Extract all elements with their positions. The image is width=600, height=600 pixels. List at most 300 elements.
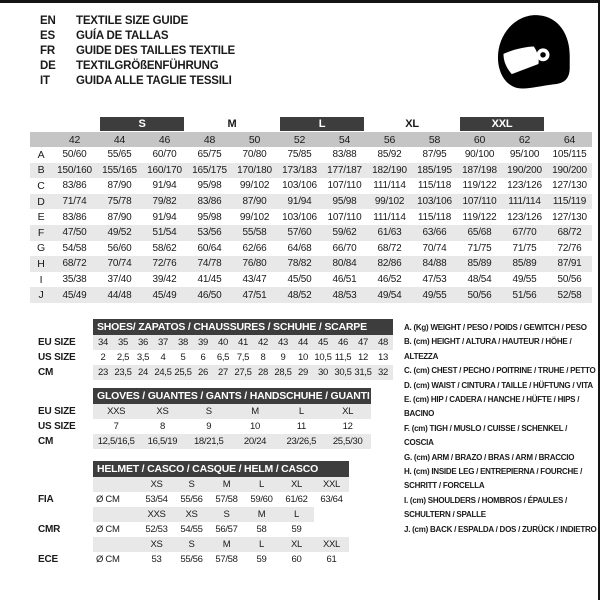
language-title: TEXTILGRÖßENFÜHRUNG xyxy=(76,59,219,72)
size-value: 38 xyxy=(173,335,193,350)
gloves-label-gutter xyxy=(38,388,93,404)
size-value: 170/180 xyxy=(232,163,277,179)
language-title: TEXTILE SIZE GUIDE xyxy=(76,14,189,27)
size-value: 10 xyxy=(250,420,261,432)
size-value: XL xyxy=(324,404,370,419)
size-value: 72/76 xyxy=(557,242,582,254)
helmet-size-label: XS xyxy=(139,537,174,552)
size-value: 48/54 xyxy=(467,274,492,286)
table-row-us-size xyxy=(38,350,393,365)
row-label: G xyxy=(37,242,45,255)
size-value: 51/56 xyxy=(502,287,547,303)
size-value: 9 xyxy=(280,351,286,363)
size-value: 47/51 xyxy=(232,287,277,303)
size-value: 61 xyxy=(326,553,337,565)
size-group-L xyxy=(277,115,367,132)
unit-label: Ø CM xyxy=(96,493,120,505)
size-value: 71/74 xyxy=(52,194,97,210)
language-row-IT xyxy=(40,73,235,88)
size-value: 12 xyxy=(342,420,353,432)
guide-header xyxy=(0,3,598,115)
size-value: 30,5 xyxy=(334,366,352,378)
size-value: 83/86 xyxy=(62,211,87,223)
shoes-title-bar: SHOES/ ZAPATOS / CHAUSSURES / SCHUHE / SCARPE xyxy=(93,319,393,335)
size-value: 99/102 xyxy=(239,180,270,192)
size-value: 52/53 xyxy=(145,523,168,535)
size-value: 55/56 xyxy=(180,553,203,565)
textile-size-table xyxy=(30,115,592,303)
size-value: 7,5 xyxy=(236,351,250,363)
size-value: 68/72 xyxy=(52,256,97,272)
helmet-values-row-cmr xyxy=(38,522,349,537)
size-value: 47/50 xyxy=(52,225,97,241)
size-value: 65/68 xyxy=(457,225,502,241)
row-label: EU SIZE xyxy=(38,336,76,348)
size-value: 24,5 xyxy=(154,366,172,378)
size-value: 91/94 xyxy=(152,211,177,223)
shoes-section xyxy=(38,319,404,380)
language-row-FR xyxy=(40,43,235,58)
size-value: 111/114 xyxy=(373,211,406,223)
measurement-legend xyxy=(404,319,598,567)
helmet-size-label xyxy=(314,507,349,522)
language-code: DE xyxy=(40,59,56,72)
size-value: 107/110 xyxy=(327,180,362,192)
size-value: 59/60 xyxy=(250,493,273,505)
size-value: 182/190 xyxy=(367,163,412,179)
size-value: 75/85 xyxy=(287,149,312,161)
size-value: 35/38 xyxy=(62,274,87,286)
size-value: 59 xyxy=(291,523,302,535)
size-value: 46/50 xyxy=(187,287,232,303)
table-row-eu-size xyxy=(38,404,371,419)
size-value: 54/55 xyxy=(180,523,203,535)
language-title-list xyxy=(40,13,235,88)
size-value: 23,5 xyxy=(114,366,132,378)
unit-spacer xyxy=(93,477,139,492)
helmet-size-label: XXL xyxy=(314,537,349,552)
legend-item: E. (cm) HIP / CADERA / HANCHE / HÜFTE / HIPS / BACINO xyxy=(404,394,580,419)
numeric-size-row xyxy=(30,132,592,147)
size-value: 40 xyxy=(213,335,233,350)
size-value: 31,5 xyxy=(354,366,372,378)
size-value: 70/74 xyxy=(97,256,142,272)
size-value: 41/45 xyxy=(197,274,222,286)
row-label-spacer xyxy=(38,477,93,492)
size-value: 46 xyxy=(333,335,353,350)
row-label: D xyxy=(30,194,52,210)
size-value: 85/89 xyxy=(502,256,547,272)
size-value: 127/130 xyxy=(552,180,587,192)
measure-row-C xyxy=(30,178,592,194)
legend-item: I. (cm) SHOULDERS / HOMBROS / ÉPAULES / SCHULTERN / SPALLE xyxy=(404,495,568,520)
numeric-size: 46 xyxy=(142,132,187,147)
legend-item: H. (cm) INSIDE LEG / ENTREPIERNA / FOURCHE / SCHRITT / FORCELLA xyxy=(404,467,583,491)
helmet-size-label: S xyxy=(174,477,209,492)
size-value: 6 xyxy=(200,351,206,363)
size-value: 91/94 xyxy=(277,194,322,210)
size-value: 28,5 xyxy=(274,366,292,378)
helmet-logo-icon xyxy=(486,7,578,99)
size-value: 11,5 xyxy=(334,351,352,363)
size-value: 123/126 xyxy=(507,211,542,223)
numeric-size: 60 xyxy=(457,132,502,147)
helmet-size-label: L xyxy=(244,537,279,552)
size-value: 87/90 xyxy=(232,194,277,210)
size-value: 87/95 xyxy=(422,149,447,161)
size-value: 25,5/30 xyxy=(324,434,370,449)
size-value: 103/106 xyxy=(282,180,317,192)
size-value: 48/53 xyxy=(322,287,367,303)
helmet-sizes-row-ece xyxy=(38,537,349,552)
helmet-size-label: XL xyxy=(279,477,314,492)
unit-label: Ø CM xyxy=(96,523,120,535)
size-value: 107/110 xyxy=(327,211,362,223)
legend-item: D. (cm) WAIST / CINTURA / TAILLE / HÜFTUNG / VITA xyxy=(404,380,593,390)
language-code: EN xyxy=(40,14,56,27)
size-value: 61/62 xyxy=(285,493,308,505)
size-value: 115/119 xyxy=(547,194,592,210)
size-value: 75/78 xyxy=(97,194,142,210)
size-value: 160/170 xyxy=(142,163,187,179)
size-value: 41 xyxy=(233,335,253,350)
row-label: J xyxy=(30,287,52,303)
size-value: 11 xyxy=(296,420,306,432)
size-value: 107/110 xyxy=(457,194,502,210)
size-value: 83/86 xyxy=(62,180,87,192)
size-value: 74/78 xyxy=(187,256,232,272)
legend-item: G. (cm) ARM / BRAZO / BRAS / ARM / BRACCIO xyxy=(404,452,575,462)
helmet-size-label: XL xyxy=(279,537,314,552)
size-value: 95/98 xyxy=(197,211,222,223)
size-value: 68/72 xyxy=(377,242,402,254)
size-group-spacer xyxy=(30,115,52,132)
row-label: H xyxy=(30,256,52,272)
size-value: 8 xyxy=(159,420,165,432)
size-value: 18/21,5 xyxy=(186,434,232,449)
size-value: 57/58 xyxy=(215,553,238,565)
measure-row-A xyxy=(30,147,592,163)
size-value: 85/92 xyxy=(377,149,402,161)
numeric-size: 42 xyxy=(52,132,97,147)
row-label: I xyxy=(39,273,43,286)
helmet-values-row-ece xyxy=(38,552,349,567)
size-value: 37 xyxy=(153,335,173,350)
size-value: 103/106 xyxy=(412,194,457,210)
size-value: 83/86 xyxy=(187,194,232,210)
size-value: 119/122 xyxy=(462,180,497,192)
size-value: 30 xyxy=(313,365,333,380)
language-row-ES xyxy=(40,28,235,43)
table-row-cm xyxy=(38,434,371,449)
gloves-title-bar: GLOVES / GUANTES / GANTS / HANDSCHUHE / GUANTI xyxy=(93,388,371,404)
size-value: 165/175 xyxy=(187,163,232,179)
size-value: 115/118 xyxy=(417,211,452,223)
helmet-size-label: XS xyxy=(139,477,174,492)
size-value: 111/114 xyxy=(373,180,406,192)
size-value: 64/68 xyxy=(287,242,312,254)
size-value: 50/56 xyxy=(457,287,502,303)
row-label: B xyxy=(30,163,52,179)
size-value: 70/80 xyxy=(242,149,267,161)
size-value: 43/47 xyxy=(242,274,267,286)
size-value: 32 xyxy=(373,365,393,380)
measure-row-I xyxy=(30,272,592,288)
row-label: CM xyxy=(38,366,54,378)
size-value: 46/52 xyxy=(377,274,402,286)
helmet-size-label: XXL xyxy=(314,477,349,492)
unit-label: Ø CM xyxy=(96,553,120,565)
size-value: 61/63 xyxy=(367,225,412,241)
size-value: 49/55 xyxy=(412,287,457,303)
size-value: 23/26,5 xyxy=(278,434,324,449)
size-value: XS xyxy=(139,404,185,419)
row-label: C xyxy=(37,179,45,192)
numeric-size: 50 xyxy=(232,132,277,147)
numeric-size: 44 xyxy=(97,132,142,147)
size-group-S xyxy=(97,115,187,132)
size-value: 5 xyxy=(180,351,186,363)
size-group-bar-label: XXL xyxy=(460,117,544,131)
size-value: 2,5 xyxy=(116,351,130,363)
size-value: 47/53 xyxy=(422,274,447,286)
size-value: 47 xyxy=(353,335,373,350)
size-value xyxy=(314,522,349,537)
measure-row-D xyxy=(30,194,592,210)
size-value: 91/94 xyxy=(152,180,177,192)
helmet-size-table xyxy=(38,477,349,567)
size-value: 35 xyxy=(113,335,133,350)
size-group-bar-label: S xyxy=(100,117,184,131)
size-value: 10 xyxy=(298,351,308,363)
size-value: M xyxy=(232,404,278,419)
size-value: 51/54 xyxy=(142,225,187,241)
size-group-bar-label: L xyxy=(280,117,364,131)
size-value: 39/42 xyxy=(152,274,177,286)
legend-item: B. (cm) HEIGHT / ALTURA / HAUTEUR / HÖHE / ALTEZZA xyxy=(404,337,572,361)
size-value: 49/54 xyxy=(367,287,412,303)
helmet-sizes-row-cmr xyxy=(38,507,349,522)
size-value: 24 xyxy=(133,365,153,380)
measure-row-J xyxy=(30,287,592,303)
size-value: 84/88 xyxy=(412,256,457,272)
unit-spacer xyxy=(93,507,139,522)
size-value: 55/58 xyxy=(232,225,277,241)
legend-item: J. (cm) BACK / ESPALDA / DOS / ZURÜCK / INDIETRO xyxy=(404,524,597,534)
size-value: 45 xyxy=(313,335,333,350)
size-value: 54/58 xyxy=(62,242,87,254)
helmet-size-label: S xyxy=(209,507,244,522)
shoes-label-gutter xyxy=(38,319,93,335)
language-code: IT xyxy=(40,74,50,87)
helmet-title-bar: HELMET / CASCO / CASQUE / HELM / CASCO xyxy=(93,461,349,477)
helmet-size-label: L xyxy=(244,477,279,492)
row-label: CM xyxy=(38,435,54,447)
row-label: F xyxy=(30,225,52,241)
helmet-label-gutter xyxy=(38,461,93,477)
size-value: 45/49 xyxy=(52,287,97,303)
size-value: 65/75 xyxy=(197,149,222,161)
language-code: ES xyxy=(40,29,55,42)
helmet-section xyxy=(38,461,404,567)
size-value: 68/72 xyxy=(547,225,592,241)
size-value: 70/74 xyxy=(422,242,447,254)
size-value: 66/70 xyxy=(332,242,357,254)
language-row-DE xyxy=(40,58,235,73)
size-value: 36 xyxy=(133,335,153,350)
size-value: 25,5 xyxy=(174,366,192,378)
size-value: 111/114 xyxy=(502,194,547,210)
language-title: GUÍA DE TALLAS xyxy=(76,29,169,42)
numeric-size-spacer xyxy=(30,132,52,147)
size-value: 83/88 xyxy=(332,149,357,161)
size-value: 45/49 xyxy=(142,287,187,303)
size-value: 85/89 xyxy=(457,256,502,272)
row-label: EU SIZE xyxy=(38,405,76,417)
size-value: 10,5 xyxy=(314,351,332,363)
size-value: 12 xyxy=(358,351,368,363)
language-title: GUIDA ALLE TAGLIE TESSILI xyxy=(76,74,232,87)
size-value: 27 xyxy=(213,365,233,380)
size-value: 28 xyxy=(253,365,273,380)
size-value: 177/187 xyxy=(322,163,367,179)
standard-label: ECE xyxy=(38,553,58,565)
size-value: 99/102 xyxy=(367,194,412,210)
size-value: 48 xyxy=(373,335,393,350)
size-value: 57/58 xyxy=(215,493,238,505)
size-value: 43 xyxy=(273,335,293,350)
size-value: 13 xyxy=(378,351,388,363)
shoes-size-table xyxy=(38,335,393,380)
legend-item: C. (cm) CHEST / PECHO / POITRINE / TRUHE / PETTO xyxy=(404,366,596,376)
size-value: 71/75 xyxy=(467,242,492,254)
gloves-section xyxy=(38,388,404,449)
size-group-XXL xyxy=(457,115,547,132)
measure-row-G xyxy=(30,241,592,257)
size-value: 29 xyxy=(293,365,313,380)
size-value: 55/65 xyxy=(107,149,132,161)
size-value: 60/70 xyxy=(152,149,177,161)
table-row-eu-size xyxy=(38,335,393,350)
size-value: 50/60 xyxy=(62,149,87,161)
size-value: 39 xyxy=(193,335,213,350)
size-value: 190/200 xyxy=(547,163,592,179)
row-label: US SIZE xyxy=(38,351,76,363)
size-value: 90/100 xyxy=(464,149,495,161)
size-group-empty xyxy=(547,115,592,132)
size-value: 57/60 xyxy=(277,225,322,241)
size-value: XXS xyxy=(93,404,139,419)
measure-row-B xyxy=(30,163,592,179)
size-value: 87/90 xyxy=(107,211,132,223)
size-value: 49/55 xyxy=(512,274,537,286)
size-group-empty xyxy=(52,115,97,132)
size-value: 127/130 xyxy=(552,211,587,223)
legend-item: A. (Kg) WEIGHT / PESO / POIDS / GEWITCH / PESO xyxy=(404,322,587,332)
size-value: 37/40 xyxy=(107,274,132,286)
helmet-size-label: L xyxy=(279,507,314,522)
size-value: 58/62 xyxy=(152,242,177,254)
size-value: 80/84 xyxy=(322,256,367,272)
size-value: 23 xyxy=(93,365,113,380)
lower-section xyxy=(0,319,598,567)
table-row-us-size xyxy=(38,419,371,434)
numeric-size: 52 xyxy=(277,132,322,147)
size-value: 42 xyxy=(253,335,273,350)
unit-spacer xyxy=(93,537,139,552)
standard-label: CMR xyxy=(38,523,61,535)
size-value: 62/66 xyxy=(242,242,267,254)
numeric-size: 48 xyxy=(187,132,232,147)
size-value: 190/200 xyxy=(502,163,547,179)
measure-row-F xyxy=(30,225,592,241)
helmet-size-label: XXS xyxy=(139,507,174,522)
size-value: 99/102 xyxy=(239,211,270,223)
size-value: 72/76 xyxy=(142,256,187,272)
helmet-sizes-row-fia xyxy=(38,477,349,492)
size-value: 150/160 xyxy=(52,163,97,179)
size-value: 119/122 xyxy=(462,211,497,223)
size-value: 46/51 xyxy=(332,274,357,286)
size-value: 115/118 xyxy=(417,180,452,192)
size-value: 27,5 xyxy=(234,366,252,378)
size-value: 34 xyxy=(93,335,113,350)
size-value: 16,5/19 xyxy=(139,434,185,449)
row-label: E xyxy=(37,211,45,224)
size-value: L xyxy=(278,404,324,419)
table-row-cm xyxy=(38,365,393,380)
size-value: 8 xyxy=(260,351,266,363)
size-value: 105/115 xyxy=(552,149,587,161)
numeric-size: 64 xyxy=(547,132,592,147)
numeric-size: 58 xyxy=(412,132,457,147)
measure-row-H xyxy=(30,256,592,272)
accessory-tables xyxy=(0,319,404,567)
row-label-spacer xyxy=(38,507,93,522)
size-group-M: M xyxy=(227,117,237,130)
size-value: 79/82 xyxy=(142,194,187,210)
size-value: 49/52 xyxy=(97,225,142,241)
size-value: 87/91 xyxy=(547,256,592,272)
row-label: A xyxy=(37,148,45,161)
size-value: 6,5 xyxy=(216,351,230,363)
size-value: 55/56 xyxy=(180,493,203,505)
size-value: 95/98 xyxy=(197,180,222,192)
legend-item: F. (cm) TIGH / MUSLO / CUISSE / SCHENKEL / COSCIA xyxy=(404,423,568,448)
numeric-size: 56 xyxy=(367,132,412,147)
size-value: 2 xyxy=(100,351,106,363)
size-value: 53/54 xyxy=(145,493,168,505)
size-value: 53/56 xyxy=(187,225,232,241)
size-value: 155/165 xyxy=(97,163,142,179)
size-value: 58 xyxy=(256,523,267,535)
size-value: 71/75 xyxy=(512,242,537,254)
size-value: S xyxy=(186,404,232,419)
size-value: 45/50 xyxy=(287,274,312,286)
standard-label: FIA xyxy=(38,493,54,505)
size-value: 56/57 xyxy=(215,523,238,535)
size-value: 185/195 xyxy=(412,163,457,179)
size-group-row xyxy=(30,115,592,132)
size-value: 56/60 xyxy=(107,242,132,254)
size-group-XL: XL xyxy=(405,117,419,130)
size-value: 20/24 xyxy=(232,434,278,449)
size-value: 7 xyxy=(113,420,119,432)
size-value: 9 xyxy=(206,420,212,432)
helmet-size-label: M xyxy=(244,507,279,522)
row-label: US SIZE xyxy=(38,420,76,432)
size-value: 76/80 xyxy=(232,256,277,272)
